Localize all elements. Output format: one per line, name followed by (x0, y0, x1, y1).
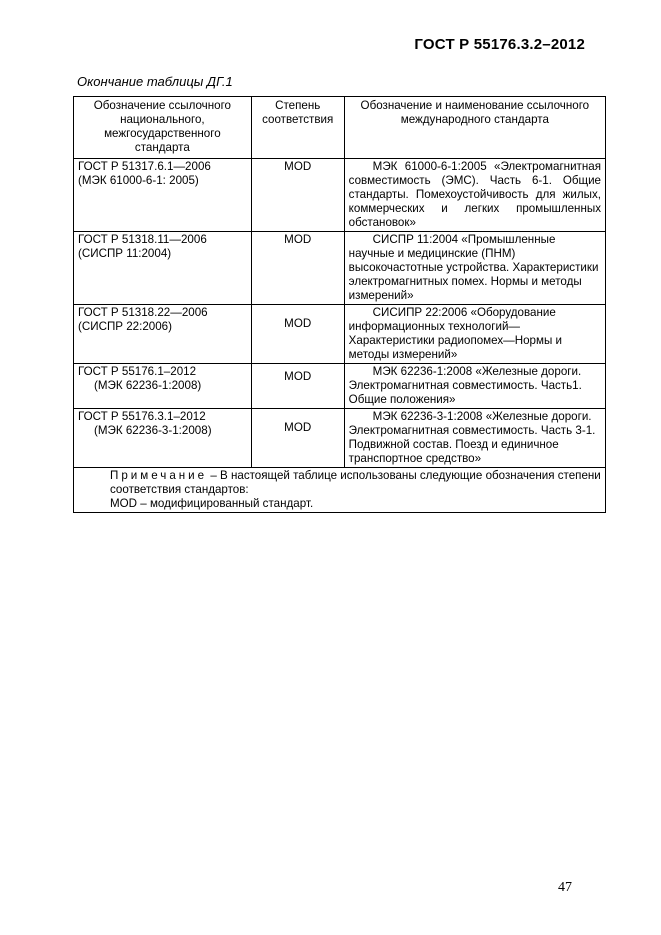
degree-cell: MOD (251, 232, 344, 305)
table-note-row (74, 468, 606, 513)
international-standard-text: СИСИПР 22:2006 «Оборудование информационных технологий—Характеристики радиопомех—Нормы и методы измерений» (348, 306, 562, 361)
international-standard-cell (344, 159, 605, 232)
international-standard-cell (344, 305, 605, 364)
note-dash: – (210, 469, 217, 482)
national-standard-code: ГОСТ Р 51318.11—2006 (78, 233, 207, 246)
national-standard-code: ГОСТ Р 51318.22—2006 (78, 306, 208, 319)
international-standard-text: МЭК 62236-1:2008 «Железные дороги. Электромагнитная совместимость. Часть1. Общие положения» (348, 365, 582, 406)
national-standard-code: ГОСТ Р 55176.1–2012 (78, 365, 197, 378)
table-row (74, 159, 606, 232)
table-note (74, 468, 606, 513)
document-code: ГОСТ Р 55176.3.2–2012 (414, 36, 585, 53)
column-header-degree: Степень соответствия (251, 97, 344, 159)
international-standard-cell (344, 232, 605, 305)
table-row (74, 305, 606, 364)
table-header-row (74, 97, 606, 159)
national-standard-equivalent: (МЭК 62236-3-1:2008) (94, 424, 212, 437)
page-number: 47 (558, 880, 572, 895)
national-standard-equivalent: (СИСПР 11:2004) (78, 247, 172, 260)
column-header-national-standard: Обозначение ссылочного национального, межгосударственного стандарта (74, 97, 252, 159)
national-standard-code: ГОСТ Р 55176.3.1–2012 (78, 410, 206, 423)
national-standard-cell (74, 232, 252, 305)
note-mod-definition: MOD – модифицированный стандарт. (110, 497, 314, 510)
international-standard-text: МЭК 61000-6-1:2005 «Электромагнитная совместимость (ЭМС). Часть 6-1. Общие стандарты. Помехоустойчивость для жилых, коммерческих и легких промышленных обстановок» (348, 160, 601, 229)
national-standard-equivalent: (МЭК 61000-6-1: 2005) (78, 174, 199, 187)
table-row (74, 409, 606, 468)
reference-standards-table (73, 96, 606, 513)
international-standard-cell (344, 409, 605, 468)
column-header-international-standard: Обозначение и наименование ссылочного международного стандарта (344, 97, 605, 159)
national-standard-cell (74, 364, 252, 409)
national-standard-cell (74, 159, 252, 232)
national-standard-cell (74, 305, 252, 364)
national-standard-equivalent: (СИСПР 22:2006) (78, 320, 172, 333)
national-standard-code: ГОСТ Р 51317.6.1—2006 (78, 160, 211, 173)
degree-cell: MOD (251, 159, 344, 232)
international-standard-text: СИСПР 11:2004 «Промышленные научные и медицинские (ПНМ) высокочастотные устройства. Характеристики электромагнитных помех. Нормы и методы измерений» (348, 233, 599, 302)
degree-cell: MOD (251, 364, 344, 409)
degree-cell: MOD (251, 305, 344, 364)
note-text: В настоящей таблице использованы следующие обозначения степени соответствия стандартов: (110, 469, 601, 496)
table-caption: Окончание таблицы ДГ.1 (77, 74, 233, 89)
national-standard-cell (74, 409, 252, 468)
degree-cell: MOD (251, 409, 344, 468)
international-standard-text: МЭК 62236-3-1:2008 «Железные дороги. Электромагнитная совместимость. Часть 3-1. Подвижной состав. Поезд и единичное транспортное средство» (348, 410, 596, 465)
table-row (74, 364, 606, 409)
national-standard-equivalent: (МЭК 62236-1:2008) (94, 379, 202, 392)
international-standard-cell (344, 364, 605, 409)
table-row (74, 232, 606, 305)
note-label: Примечание (110, 469, 208, 482)
